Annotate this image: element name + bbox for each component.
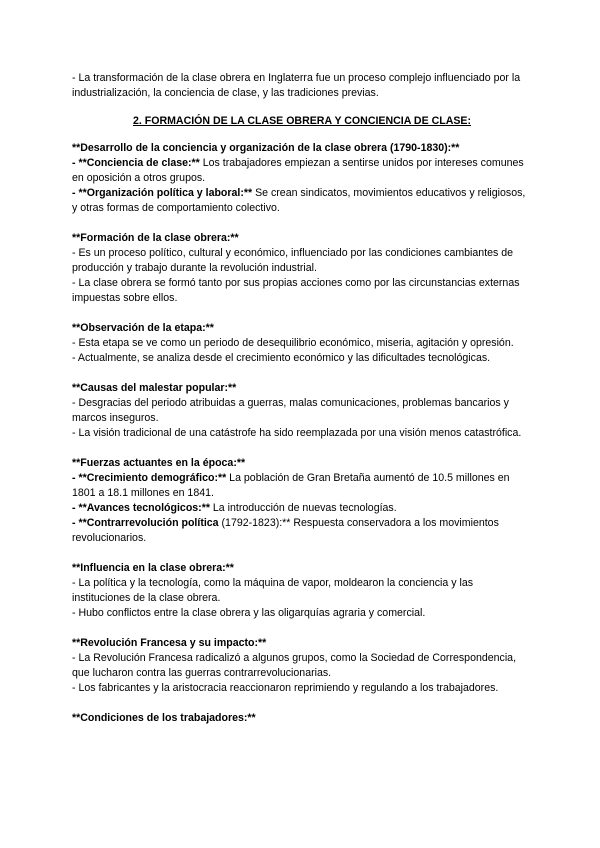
list-item: - Desgracias del periodo atribuidas a guerras, malas comunicaciones, problemas bancarios y marcos inseguros. bbox=[72, 397, 509, 424]
list-item: - **Avances tecnológicos:** La introducción de nuevas tecnologías. bbox=[72, 502, 397, 514]
list-item: - **Organización política y laboral:** Se crean sindicatos, movimientos educativos y religiosos, y otras formas de comportamiento colectivo. bbox=[72, 187, 526, 214]
document-body bbox=[72, 71, 532, 741]
list-item: - Los fabricantes y la aristocracia reaccionaron reprimiendo y regulando a los trabajadores. bbox=[72, 682, 499, 694]
section-observacion bbox=[72, 321, 532, 366]
section-desarrollo bbox=[72, 141, 532, 216]
list-item: - Actualmente, se analiza desde el crecimiento económico y las dificultades tecnológicas. bbox=[72, 352, 491, 364]
list-item: - **Crecimiento demográfico:** La población de Gran Bretaña aumentó de 10.5 millones en 1801 a 18.1 millones en 1841. bbox=[72, 472, 510, 499]
list-item: - **Conciencia de clase:** Los trabajadores empiezan a sentirse unidos por intereses comunes en oposición a otros grupos. bbox=[72, 157, 524, 184]
list-item: - Hubo conflictos entre la clase obrera y las oligarquías agraria y comercial. bbox=[72, 607, 426, 619]
list-item: - La política y la tecnología, como la máquina de vapor, moldearon la conciencia y las instituciones de la clase obrera. bbox=[72, 577, 474, 604]
list-item: - **Contrarrevolución política (1792-1823):** Respuesta conservadora a los movimientos revolucionarios. bbox=[72, 517, 499, 544]
section-title: **Observación de la etapa:** bbox=[72, 322, 214, 334]
section-title: **Revolución Francesa y su impacto:** bbox=[72, 637, 267, 649]
list-item: - Esta etapa se ve como un periodo de desequilibrio económico, miseria, agitación y opresión. bbox=[72, 337, 514, 349]
section-title: **Causas del malestar popular:** bbox=[72, 382, 237, 394]
section-title: **Fuerzas actuantes en la época:** bbox=[72, 457, 246, 469]
list-item: - La Revolución Francesa radicalizó a algunos grupos, como la Sociedad de Correspondencia, que lucharon contra las guerras contrarrevolucionarias. bbox=[72, 652, 517, 679]
list-item: - Es un proceso político, cultural y económico, influenciado por las condiciones cambiantes de producción y trabajo durante la revolución industrial. bbox=[72, 247, 514, 274]
section-formacion bbox=[72, 231, 532, 306]
section-condiciones bbox=[72, 711, 532, 726]
section-title: **Desarrollo de la conciencia y organización de la clase obrera (1790-1830):** bbox=[72, 142, 460, 154]
section-title: **Influencia en la clase obrera:** bbox=[72, 562, 234, 574]
section-title: **Condiciones de los trabajadores:** bbox=[72, 712, 256, 724]
section-influencia bbox=[72, 561, 532, 621]
list-item: - La clase obrera se formó tanto por sus propias acciones como por las circunstancias externas impuestas sobre ellos. bbox=[72, 277, 520, 304]
intro-paragraph: - La transformación de la clase obrera en Inglaterra fue un proceso complejo influenciado por la industrialización, la conciencia de clase, y las tradiciones previas. bbox=[72, 72, 521, 99]
section-causas bbox=[72, 381, 532, 441]
section-heading: 2. FORMACIÓN DE LA CLASE OBRERA Y CONCIENCIA DE CLASE: bbox=[132, 115, 472, 127]
section-revolucion bbox=[72, 636, 532, 696]
list-item: - La visión tradicional de una catástrofe ha sido reemplazada por una visión menos catastrófica. bbox=[72, 427, 522, 439]
section-title: **Formación de la clase obrera:** bbox=[72, 232, 239, 244]
section-fuerzas bbox=[72, 456, 532, 546]
